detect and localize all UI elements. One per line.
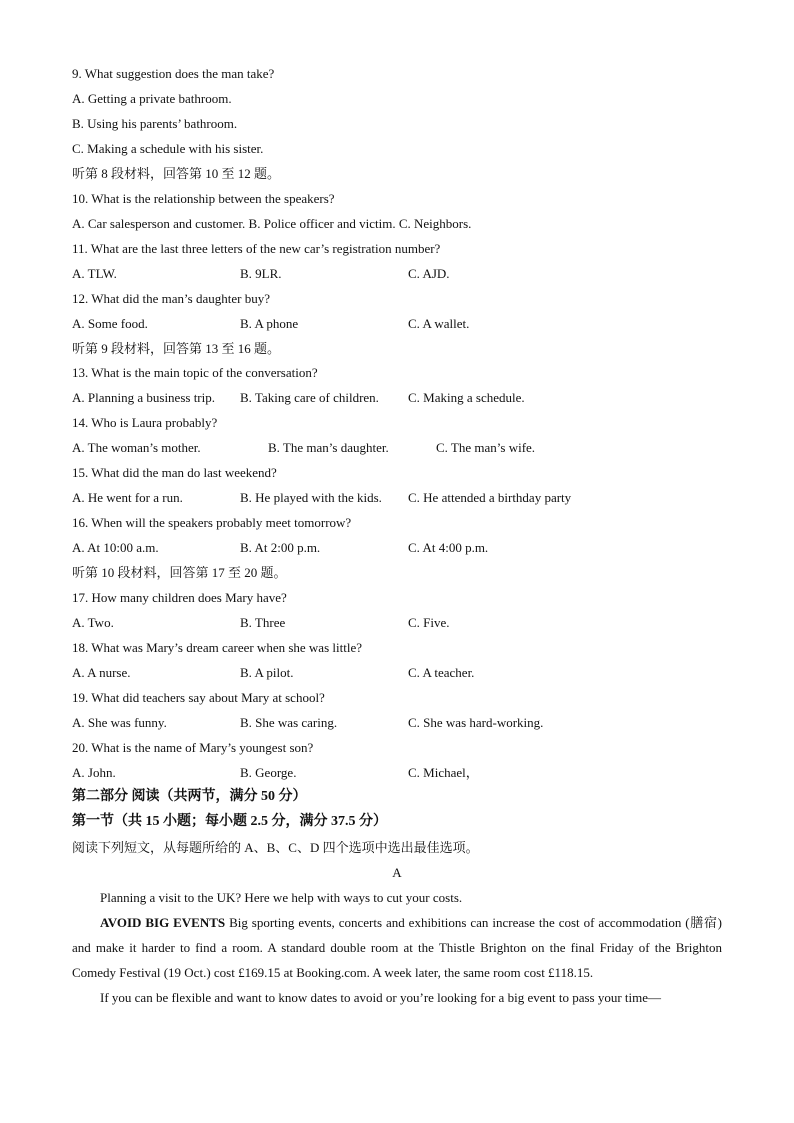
passage-label: A: [392, 865, 402, 880]
option-a: A. Planning a business trip.: [72, 390, 215, 405]
paragraph-heading: AVOID BIG EVENTS: [100, 915, 226, 930]
question-19: 19. What did teachers say about Mary at school?: [72, 690, 325, 705]
option-c: C. The man’s wife.: [436, 440, 536, 455]
option-a: A. Some food.: [72, 316, 148, 331]
option-c: C. Michael，: [408, 765, 479, 780]
option-a: A. The woman’s mother.: [72, 440, 201, 455]
option-a: A. She was funny.: [72, 715, 167, 730]
option-a: A. At 10:00 a.m.: [72, 540, 159, 555]
paragraph-text: If you can be flexible and want to know dates to avoid or you’re looking for a big event to pass your time—: [100, 990, 662, 1005]
question-17: 17. How many children does Mary have?: [72, 590, 287, 605]
option-b: B. Three: [240, 615, 286, 630]
question-9-option-b: B. Using his parents’ bathroom.: [72, 116, 238, 131]
option-b: B. A pilot.: [240, 665, 294, 680]
option-a: A. He went for a run.: [72, 490, 183, 505]
passage-paragraph-3: [72, 985, 722, 1010]
section-10-instruction: 听第 10 段材料，回答第 17 至 20 题。: [72, 565, 287, 580]
option-b: B. The man’s daughter.: [268, 440, 389, 455]
paragraph-text: Planning a visit to the UK? Here we help with ways to cut your costs.: [100, 890, 463, 905]
option-c: C. A wallet.: [408, 316, 470, 331]
option-c: C. At 4:00 p.m.: [408, 540, 489, 555]
option-b: B. At 2:00 p.m.: [240, 540, 321, 555]
question-14: 14. Who is Laura probably?: [72, 415, 218, 430]
section-1-heading: 第一节（共 15 小题；每小题 2.5 分，满分 37.5 分）: [72, 814, 387, 829]
paragraph-text: Big sporting events, concerts and exhibitions can increase the cost of accommodation (膳宿) and make it harder to find a room. A standard double room at the Thistle Brighton on the final Friday of the Brighton Comedy Festival (19 Oct.) cost £169.15 at Booking.com. A week later, the same room cost £118.15.: [72, 915, 723, 980]
reading-instruction: 阅读下列短文，从每题所给的 A、B、C、D 四个选项中选出最佳选项。: [72, 840, 479, 855]
question-9: 9. What suggestion does the man take?: [72, 66, 275, 81]
option-c: C. A teacher.: [408, 665, 475, 680]
question-11: 11. What are the last three letters of the new car’s registration number?: [72, 241, 441, 256]
option-a: A. TLW.: [72, 266, 117, 281]
option-c: C. Making a schedule.: [408, 390, 525, 405]
question-10-options: A. Car salesperson and customer. B. Police officer and victim. C. Neighbors.: [72, 216, 472, 231]
option-c: C. She was hard-working.: [408, 715, 544, 730]
option-a: A. A nurse.: [72, 665, 131, 680]
option-c: C. AJD.: [408, 266, 450, 281]
question-18: 18. What was Mary’s dream career when she was little?: [72, 640, 362, 655]
option-a: A. John.: [72, 765, 116, 780]
passage-paragraph-1: [72, 885, 722, 910]
option-c: C. He attended a birthday party: [408, 490, 572, 505]
option-b: B. She was caring.: [240, 715, 338, 730]
question-12: 12. What did the man’s daughter buy?: [72, 291, 270, 306]
question-13: 13. What is the main topic of the conversation?: [72, 365, 318, 380]
question-9-option-a: A. Getting a private bathroom.: [72, 91, 232, 106]
option-b: B. He played with the kids.: [240, 490, 382, 505]
section-8-instruction: 听第 8 段材料，回答第 10 至 12 题。: [72, 166, 281, 181]
question-20: 20. What is the name of Mary’s youngest son?: [72, 740, 314, 755]
question-15: 15. What did the man do last weekend?: [72, 465, 277, 480]
option-b: B. George.: [240, 765, 297, 780]
passage-paragraph-2: [72, 910, 722, 985]
option-b: B. A phone: [240, 316, 299, 331]
option-b: B. Taking care of children.: [240, 390, 379, 405]
option-b: B. 9LR.: [240, 266, 282, 281]
option-a: A. Two.: [72, 615, 114, 630]
question-10: 10. What is the relationship between the speakers?: [72, 191, 335, 206]
question-16: 16. When will the speakers probably meet tomorrow?: [72, 515, 352, 530]
question-9-option-c: C. Making a schedule with his sister.: [72, 141, 264, 156]
part-2-heading: 第二部分 阅读（共两节，满分 50 分）: [72, 789, 307, 804]
option-c: C. Five.: [408, 615, 450, 630]
section-9-instruction: 听第 9 段材料，回答第 13 至 16 题。: [72, 341, 281, 356]
